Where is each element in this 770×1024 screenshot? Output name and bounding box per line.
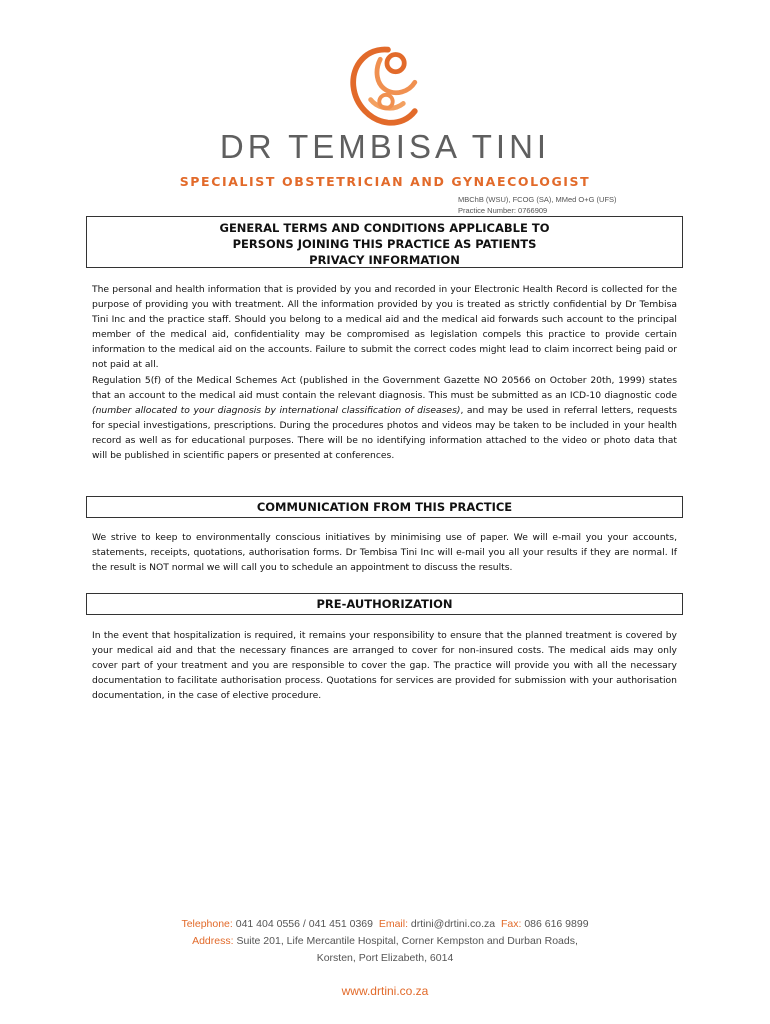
email-value[interactable]: drtini@drtini.co.za bbox=[410, 918, 496, 930]
address-label: Address: bbox=[192, 935, 234, 947]
practice-number: Practice Number: 0766909 bbox=[458, 206, 548, 215]
heading-line-1: GENERAL TERMS AND CONDITIONS APPLICABLE TO bbox=[219, 221, 550, 235]
address-line-1: Suite 201, Life Mercantile Hospital, Corner Kempston and Durban Roads, bbox=[236, 935, 578, 947]
privacy-text-part1: The personal and health information that is provided by you and recorded in your Electronic Health Record is collected for the purpose of providing you with treatment. All the information provided by you is treated as strictly confidential by Dr Tembisa Tini Inc and the practice staff. Should you belong to a medical aid and the medical aid forwards such account to the principal member of the medical aid, confidentiality may be compromised as legislation compels this practice to provide certain information to the medical aid on the accounts. Failure to submit the correct codes might lead to claim incorrect being paid or not paid at all. bbox=[92, 284, 677, 371]
section-heading-privacy bbox=[86, 216, 683, 268]
privacy-text-italic: (number allocated to your diagnosis by international classification of diseases) bbox=[92, 404, 461, 416]
mother-and-child-logo-icon bbox=[338, 42, 434, 138]
heading-line-2: PERSONS JOINING THIS PRACTICE AS PATIENTS bbox=[232, 237, 537, 251]
fax-value: 086 616 9899 bbox=[524, 918, 589, 930]
communication-paragraph: We strive to keep to environmentally conscious initiatives by minimising use of paper. We will e-mail you your accounts, statements, receipts, quotations, authorisation forms. Dr Tembisa Tini Inc will e-mail you all your results if they are normal. If the result is NOT normal we will call you to schedule an appointment to discuss the results. bbox=[92, 532, 677, 574]
speciality: SPECIALIST OBSTETRICIAN AND GYNAECOLOGIST bbox=[179, 174, 591, 189]
section-heading-communication: COMMUNICATION FROM THIS PRACTICE bbox=[86, 496, 683, 518]
privacy-text-part3: , and may be used in referral letters, requests for special investigations, prescriptions. During the procedures photos and videos may be taken to be included in your health record as well as for educational purposes. There will be no identifying information attached to the video or photo data that will be published in scientific papers or presented at conferences. bbox=[92, 404, 677, 462]
address-line-2: Korsten, Port Elizabeth, 6014 bbox=[316, 952, 454, 964]
footer-address-line bbox=[0, 935, 770, 947]
preauthorization-paragraph: In the event that hospitalization is required, it remains your responsibility to ensure that the planned treatment is covered by your medical aid and that the necessary finances are arranged to cover for non-insured costs. The medical aids may only cover part of your treatment and you are responsible to cover the gap. The practice will provide you with all the necessary documentation to facilitate authorisation process. Quotations for services are provided for submission with your authorisation documentation, in the case of elective procedure. bbox=[92, 630, 677, 702]
fax-label: Fax: bbox=[500, 918, 522, 930]
heading-line-3: PRIVACY INFORMATION bbox=[309, 253, 460, 267]
section-heading-preauthorization: PRE-AUTHORIZATION bbox=[86, 593, 683, 615]
qualifications-block bbox=[458, 194, 658, 216]
website-link[interactable]: www.drtini.co.za bbox=[341, 984, 429, 998]
email-label: Email: bbox=[378, 918, 408, 930]
qualifications: MBChB (WSU), FCOG (SA), MMed O+G (UFS) bbox=[458, 195, 617, 204]
telephone-value: 041 404 0556 / 041 451 0369 bbox=[235, 918, 373, 930]
doctor-name: DR TEMBISA TINI bbox=[219, 128, 551, 165]
privacy-text-part2: Regulation 5(f) of the Medical Schemes Act (published in the Government Gazette NO 20566 on October 20th, 1999) states that an account to the medical aid must contain the relevant diagnosis. This must be submitted as an ICD-10 diagnostic code bbox=[92, 374, 677, 401]
privacy-paragraph bbox=[92, 282, 677, 463]
telephone-label: Telephone: bbox=[181, 918, 233, 930]
footer-contact-line bbox=[0, 918, 770, 930]
